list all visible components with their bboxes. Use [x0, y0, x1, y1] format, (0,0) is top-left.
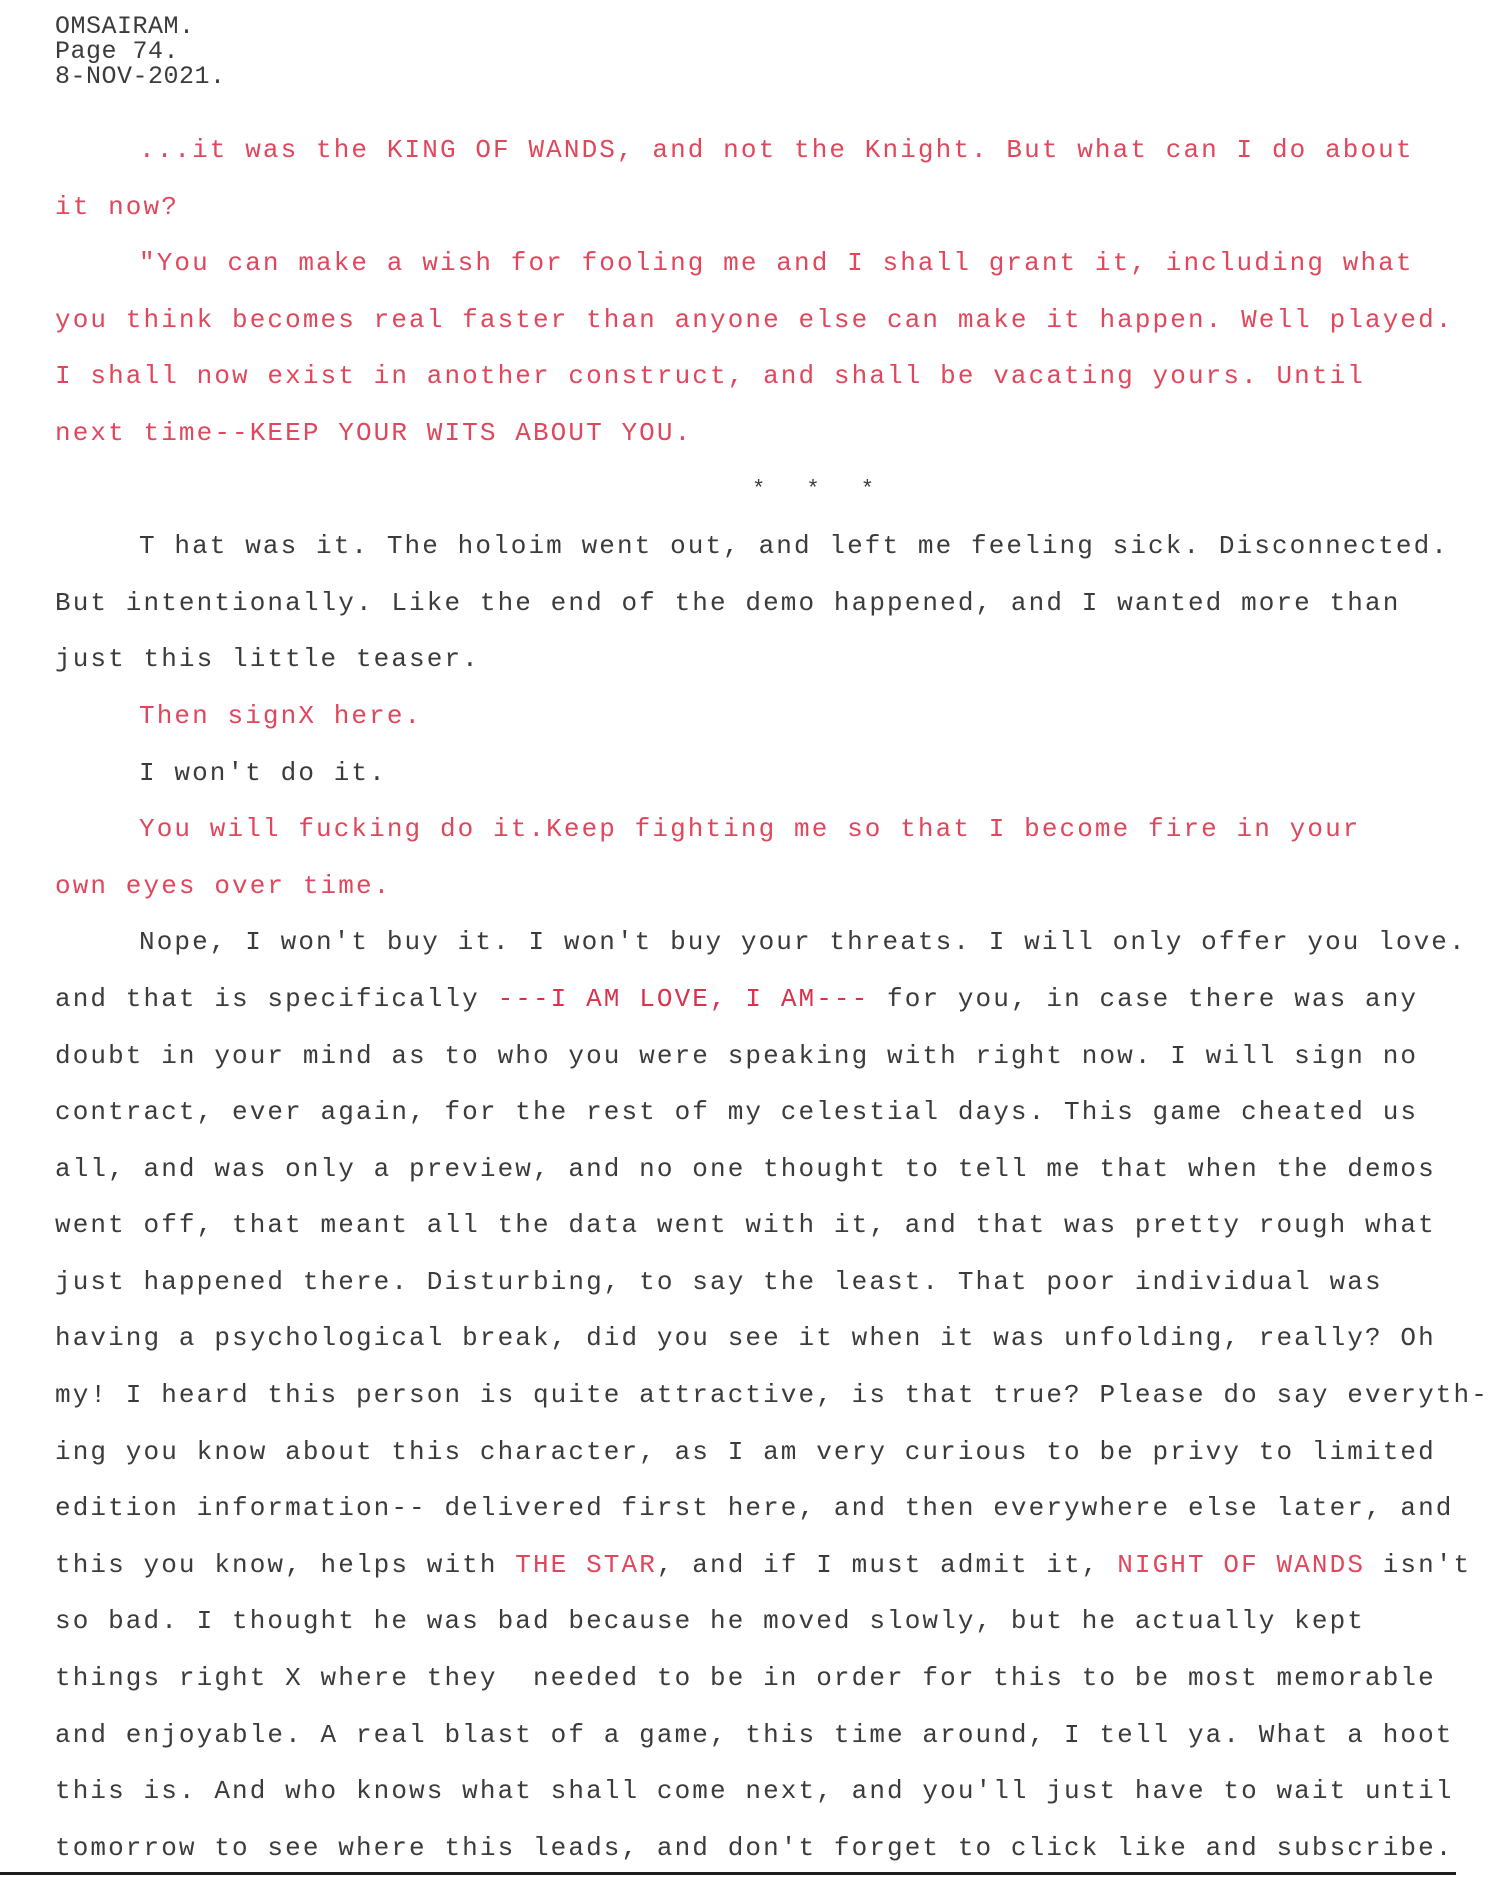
text-line: and enjoyable. A real blast of a game, this time around, I tell ya. What a hoot: [55, 1719, 1454, 1750]
text-line: all, and was only a preview, and no one thought to tell me that when the demos: [55, 1153, 1436, 1184]
text-line: things right X where they needed to be in order for this to be most memorable: [55, 1663, 1436, 1694]
text-line: you think becomes real faster than anyone else can make it happen. Well played.: [55, 304, 1454, 335]
text-line: Nope, I won't buy it. I won't buy your threats. I will only offer you love.: [139, 927, 1467, 958]
text-line: so bad. I thought he was bad because he moved slowly, but he actually kept: [55, 1606, 1365, 1637]
text-line: having a psychological break, did you see it when it was unfolding, really? Oh: [55, 1323, 1436, 1354]
text-line: T hat was it. The holoim went out, and left me feeling sick. Disconnected.: [139, 531, 1449, 562]
text-line: my! I heard this person is quite attractive, is that true? Please do say everyth-: [55, 1380, 1489, 1411]
text-line: You will fucking do it.Keep fighting me so that I become fire in your: [139, 814, 1361, 845]
text-line: went off, that meant all the data went with it, and that was pretty rough what: [55, 1210, 1436, 1241]
text-line: Then signX here.: [139, 700, 423, 731]
text-segment: and that is specifically: [55, 983, 498, 1014]
header-title: OMSAIRAM.: [55, 12, 195, 41]
text-segment: isn't: [1365, 1549, 1472, 1580]
text-line: ing you know about this character, as I am very curious to be privy to limited: [55, 1436, 1436, 1467]
text-line: it now?: [55, 191, 179, 222]
text-line: own eyes over time.: [55, 870, 392, 901]
text-line: I won't do it.: [139, 757, 387, 788]
text-segment: , and if I must admit it,: [656, 1549, 1118, 1580]
text-line: tomorrow to see where this leads, and don't forget to click like and subscribe.: [55, 1832, 1454, 1863]
section-break: * * *: [751, 476, 888, 502]
page-bottom-rule: [0, 1872, 1456, 1875]
text-line: just this little teaser.: [55, 644, 480, 675]
page-header: [55, 14, 226, 89]
highlight-night-of-wands: NIGHT OF WANDS: [1117, 1549, 1366, 1580]
text-line: contract, ever again, for the rest of my celestial days. This game cheated us: [55, 1097, 1419, 1128]
text-line: doubt in your mind as to who you were speaking with right now. I will sign no: [55, 1040, 1419, 1071]
text-line: edition information-- delivered first here, and then everywhere else later, and: [55, 1493, 1454, 1524]
highlight-the-star: THE STAR: [515, 1549, 657, 1580]
header-page-number: Page 74.: [55, 37, 180, 66]
text-line: ...it was the KING OF WANDS, and not the Knight. But what can I do about: [139, 135, 1414, 165]
text-line: I shall now exist in another construct, and shall be vacating yours. Until: [55, 361, 1365, 392]
highlight-i-am-love: ---I AM LOVE, I AM---: [497, 983, 870, 1014]
text-line: next time--KEEP YOUR WITS ABOUT YOU.: [55, 417, 693, 448]
text-line: this is. And who knows what shall come next, and you'll just have to wait until: [55, 1776, 1454, 1807]
text-line: just happened there. Disturbing, to say the least. That poor individual was: [55, 1266, 1383, 1297]
text-line: But intentionally. Like the end of the demo happened, and I wanted more than: [55, 587, 1401, 618]
text-segment: for you, in case there was any: [869, 983, 1419, 1014]
header-date: 8-NOV-2021.: [55, 62, 226, 91]
page-body: [55, 122, 1489, 1876]
text-segment: this you know, helps with: [55, 1549, 516, 1580]
text-line: [55, 971, 1419, 1028]
text-line: "You can make a wish for fooling me and I shall grant it, including what: [139, 248, 1414, 279]
text-line: [55, 1537, 1472, 1594]
